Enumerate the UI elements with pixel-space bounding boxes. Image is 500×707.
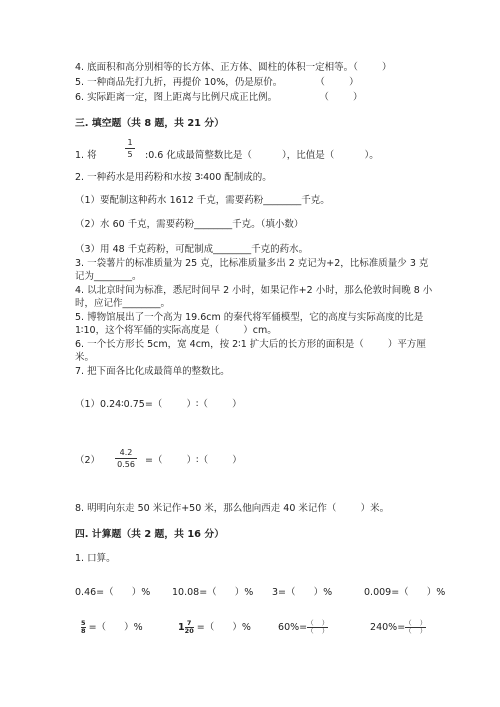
calc-item-prefix: 240%= <box>370 622 406 633</box>
section-heading-fill: 三. 填空题（共 8 题，共 21 分） <box>75 118 224 129</box>
fill-q7-2-fraction <box>115 448 137 469</box>
fill-q6: 6. 一个长方形长 5cm，宽 4cm，按 2∶1 扩大后的长方形的面积是（ ）平方厘米。 <box>75 339 426 363</box>
judge-q4: 4. 底面积和高分别相等的长方体、正方体、圆柱的体积一定相等。（ ） <box>75 62 392 73</box>
fill-q2: 2. 一种药水是用药粉和水按 3∶400 配制成的。 <box>75 172 272 183</box>
calc-item <box>172 607 251 635</box>
judge-q5: 5. 一种商品先打九折，再提价 10%，仍是原价。 （ ） <box>75 77 359 88</box>
fraction-denominator: 8 <box>81 627 86 635</box>
fill-q1-fraction <box>125 138 135 159</box>
fraction-denominator: 20 <box>184 627 194 635</box>
fill-q2-1: （1）要配制这种药水 1612 千克，需要药粉________千克。 <box>75 195 330 206</box>
fraction-denominator: （ ） <box>405 627 427 635</box>
calc-item-prefix: 60%= <box>278 622 308 633</box>
fraction-numerator: 5 <box>81 619 86 627</box>
calc-item <box>364 607 426 635</box>
section-heading-calc: 四. 计算题（共 2 题，共 16 分） <box>75 529 224 540</box>
calc-item: 10.08=（ ）% <box>172 587 254 598</box>
fraction <box>185 620 194 635</box>
fraction-denominator: 0.56 <box>117 460 135 469</box>
fill-q7-2-label: （2） <box>75 455 101 466</box>
fill-q4: 4. 以北京时间为标准，悉尼时间早 2 小时，如果记作+2 小时，那么伦敦时间晚 8 小时，应记作________。 <box>75 285 433 309</box>
fraction-denominator: 5 <box>127 150 133 159</box>
fill-q1-suffix: :0.6 化成最简整数比是（ ），比值是（ ）。 <box>145 150 379 161</box>
fraction-numerator: 7 <box>186 619 192 627</box>
calc-item: 0.009=（ ）% <box>364 587 446 598</box>
fill-q8: 8. 明明向东走 50 米记作+50 米，那么他向西走 40 米记作（ ）米。 <box>75 503 390 514</box>
judge-q6: 6. 实际距离一定，图上距离与比例尺成正比例。 （ ） <box>75 92 363 103</box>
fill-q2-2: （2）水 60 千克，需要药粉________千克。（填小数） <box>75 219 304 230</box>
calc-item-suffix: =（ ）% <box>193 622 251 633</box>
calc-item: 3=（ ）% <box>272 587 333 598</box>
fraction-numerator: 1 <box>127 138 133 147</box>
calc-item <box>272 607 328 635</box>
fraction-numerator: （ ） <box>405 619 427 627</box>
calc-q1: 1. 口算。 <box>75 553 116 564</box>
fill-q7-2-suffix: =（ ）∶（ ） <box>145 455 242 466</box>
fraction-bar <box>115 458 137 459</box>
fill-q5: 5. 博物馆展出了一个高为 19.6cm 的秦代将军俑模型，它的高度与实际高度的比是 1∶10，这个将军俑的实际高度是（ ）cm。 <box>75 312 427 336</box>
calc-item: 0.46=（ ）% <box>75 587 151 598</box>
fraction-numerator: 4.2 <box>119 448 133 457</box>
fill-q3: 3. 一袋薯片的标准质量为 25 克，比标准质量多出 2 克记为+2，比标准质量少 3 克记为________。 <box>75 258 429 282</box>
fraction-bar <box>125 148 135 149</box>
fraction <box>307 620 328 635</box>
fill-q1-prefix: 1. 将 <box>75 150 97 161</box>
calc-item <box>75 607 143 635</box>
fraction <box>405 620 426 635</box>
fill-q2-3: （3）用 48 千克药粉，可配制成________千克的药水。 <box>75 244 309 255</box>
calc-item-suffix: =（ ）% <box>85 622 143 633</box>
fill-q7: 7. 把下面各比化成最简单的整数比。 <box>75 366 230 377</box>
mixed-whole: 1 <box>178 622 185 633</box>
fraction-numerator: （ ） <box>307 619 329 627</box>
fill-q7-1: （1）0.24∶0.75=（ ）∶（ ） <box>75 399 242 410</box>
fraction-denominator: （ ） <box>307 627 329 635</box>
